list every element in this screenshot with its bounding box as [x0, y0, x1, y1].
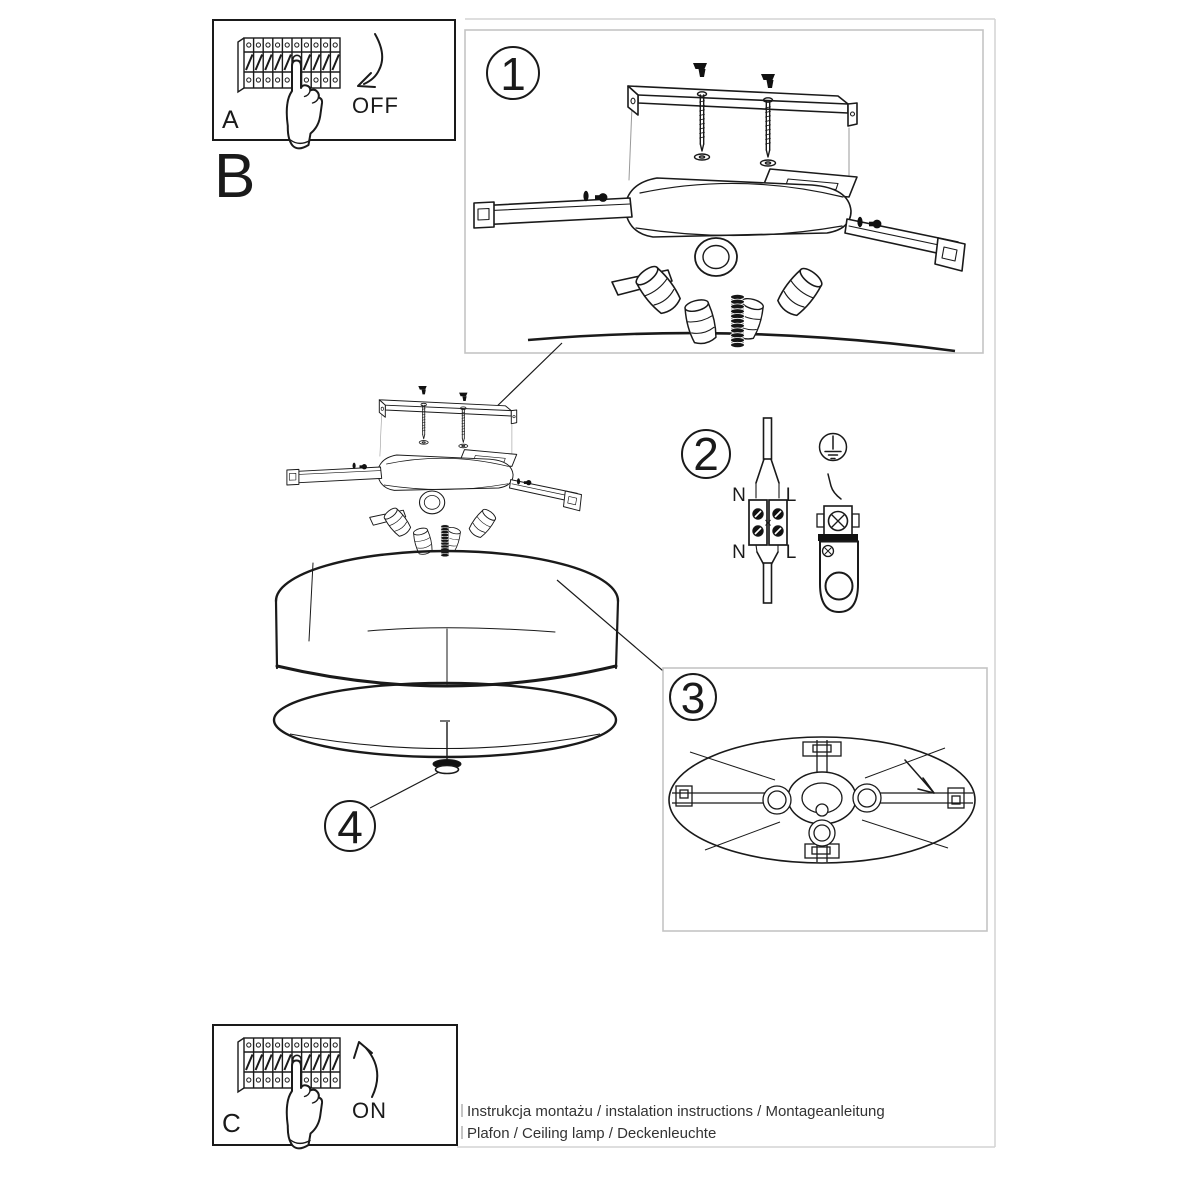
footer-line-1: Instrukcja montażu / instalation instructions / Montageanleitung [467, 1103, 885, 1120]
on-label: ON [352, 1098, 387, 1123]
step-2-number: 2 [693, 428, 719, 480]
step-a-label: A [222, 106, 239, 134]
step-c-label: C [222, 1108, 241, 1138]
assembly-small [287, 386, 582, 557]
live-label-top: L [785, 485, 797, 506]
breaker-panel-illustration [238, 38, 340, 92]
step-c-panel-on [213, 1025, 457, 1148]
breaker-panel-illustration [238, 1038, 340, 1092]
section-b-label: B [214, 142, 256, 211]
step-4-badge [325, 801, 375, 853]
drum-shade-drawing [276, 551, 618, 686]
finial-cap-drawing [433, 721, 461, 774]
step-1-badge [487, 47, 539, 100]
assembly-overview-drawing [274, 386, 676, 808]
step-4-number: 4 [337, 801, 363, 853]
neutral-label-bottom: N [732, 542, 746, 563]
live-label-bottom: L [785, 542, 797, 563]
step-3-detail [663, 668, 987, 931]
step-1-detail [465, 30, 983, 413]
diffuser-drawing [274, 683, 616, 757]
earth-symbol-icon [820, 434, 847, 461]
step-3-number: 3 [680, 674, 706, 723]
ground-terminal-drawing [817, 474, 859, 612]
neutral-label-top: N [732, 485, 746, 506]
step-1-number: 1 [500, 48, 526, 100]
off-label: OFF [352, 93, 399, 118]
step-2-wiring [682, 418, 859, 612]
step-a-panel-off [213, 20, 455, 148]
terminal-block-drawing [749, 500, 787, 545]
step-2-badge [682, 428, 730, 480]
footer-line-2: Plafon / Ceiling lamp / Deckenleuchte [467, 1125, 717, 1142]
leader-line-step4 [370, 771, 441, 808]
